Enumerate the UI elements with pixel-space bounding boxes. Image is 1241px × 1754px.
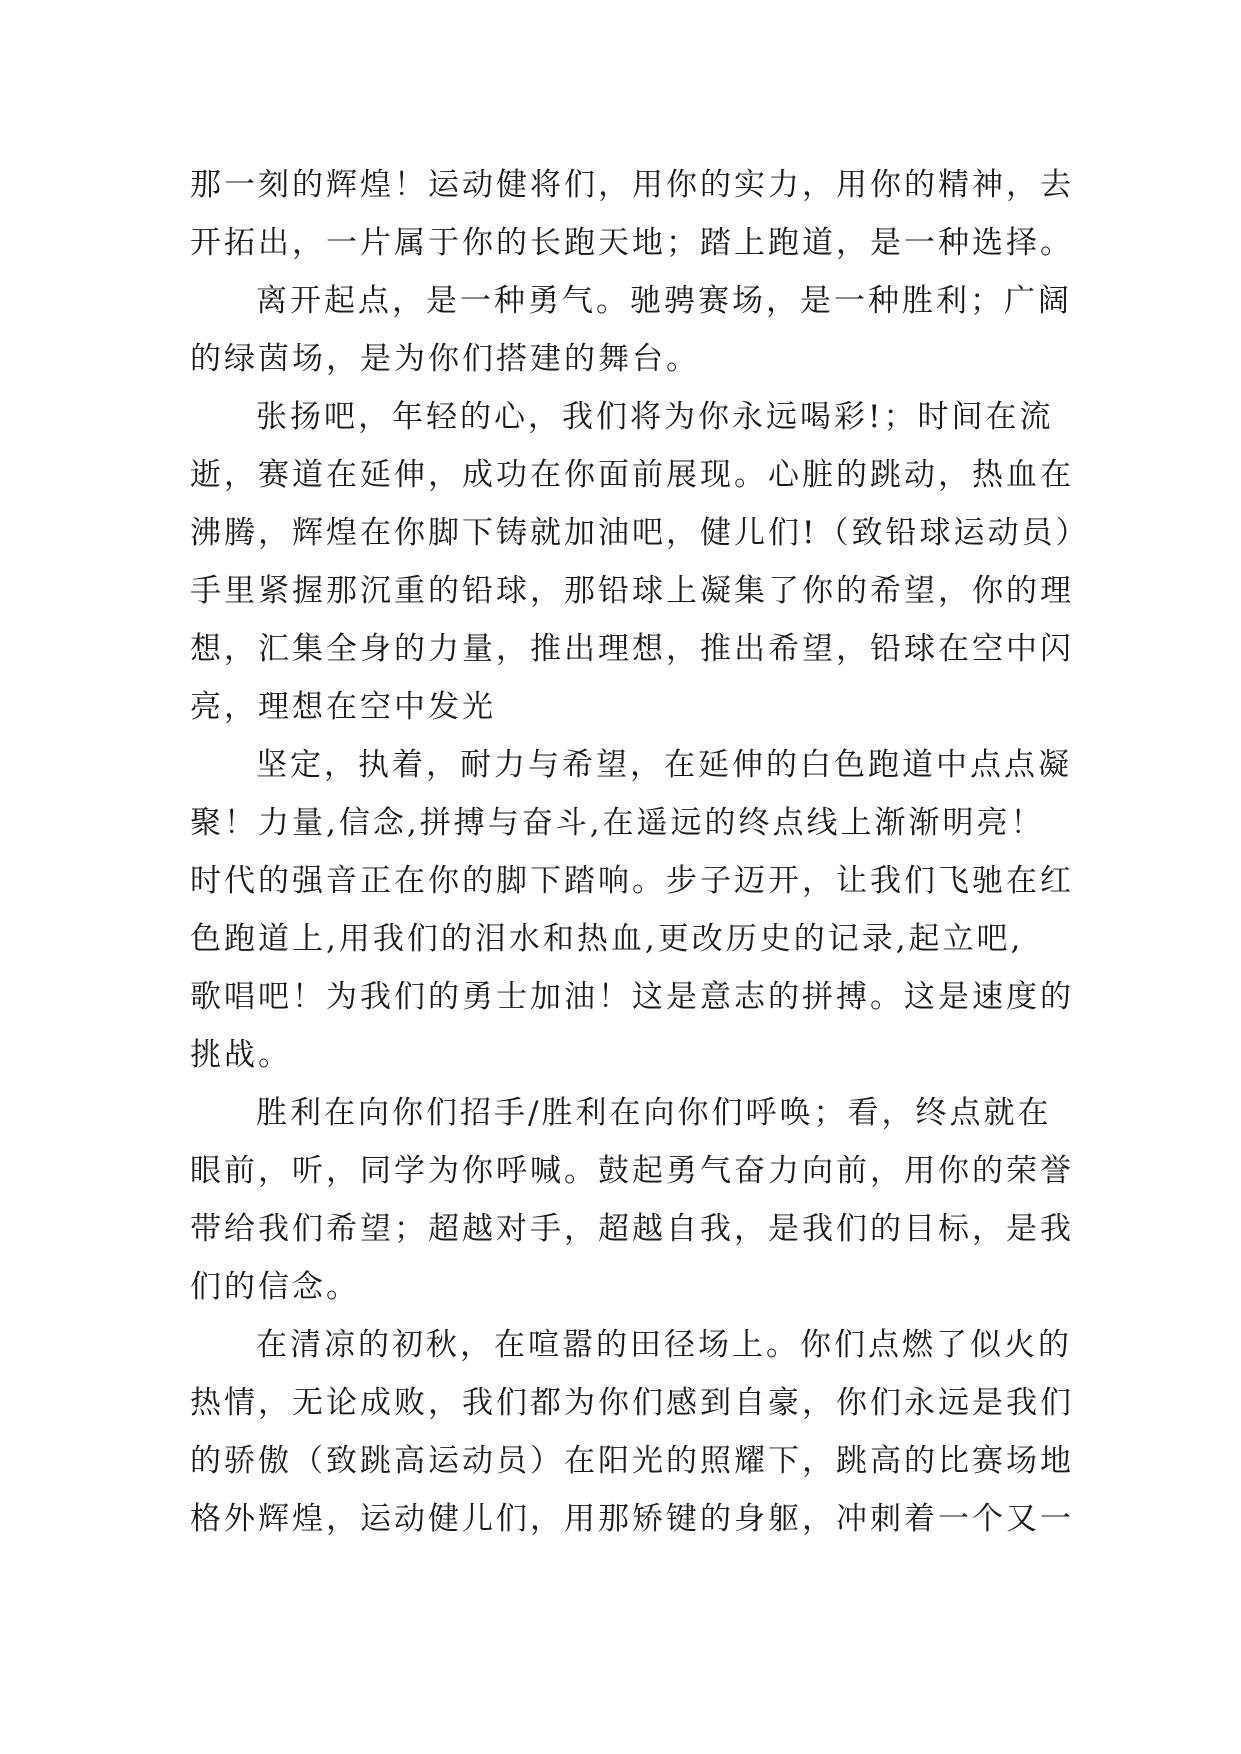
text-line: 挑战。 xyxy=(190,1037,292,1073)
text-line: 色跑道上,用我们的泪水和热血,更改历史的记录,起立吧, xyxy=(190,921,1024,957)
text-line: 聚！力量,信念,拼搏与奋斗,在遥远的终点线上渐渐明亮！ xyxy=(190,805,1045,841)
document-body xyxy=(190,156,1090,1548)
text-line: 歌唱吧！为我们的勇士加油！这是意志的拼搏。这是速度的 xyxy=(190,979,1074,1015)
text-line: 手里紧握那沉重的铅球，那铅球上凝集了你的希望，你的理 xyxy=(190,573,1074,609)
text-line: 格外辉煌，运动健儿们，用那矫键的身躯，冲刺着一个又一 xyxy=(190,1501,1074,1537)
text-line: 开拓出，一片属于你的长跑天地；踏上跑道，是一种选择。 xyxy=(190,225,1074,261)
text-line: 坚定，执着，耐力与希望，在延伸的白色跑道中点点凝 xyxy=(256,747,1072,783)
text-line: 亮，理想在空中发光 xyxy=(190,689,496,725)
text-line: 离开起点，是一种勇气。驰骋赛场，是一种胜利；广阔 xyxy=(256,283,1072,319)
text-line: 沸腾，辉煌在你脚下铸就加油吧，健儿们!（致铅球运动员） xyxy=(190,515,1090,551)
text-line: 的绿茵场，是为你们搭建的舞台。 xyxy=(190,341,700,377)
text-line: 在清凉的初秋，在喧嚣的田径场上。你们点燃了似火的 xyxy=(256,1327,1072,1363)
text-line: 带给我们希望；超越对手，超越自我，是我们的目标，是我 xyxy=(190,1211,1074,1247)
text-line: 逝，赛道在延伸，成功在你面前展现。心脏的跳动，热血在 xyxy=(190,457,1074,493)
text-line: 的骄傲（致跳高运动员）在阳光的照耀下，跳高的比赛场地 xyxy=(190,1443,1074,1479)
text-line: 想，汇集全身的力量，推出理想，推出希望，铅球在空中闪 xyxy=(190,631,1074,667)
text-line: 那一刻的辉煌！运动健将们，用你的实力，用你的精神，去 xyxy=(190,167,1074,203)
text-line: 眼前，听，同学为你呼喊。鼓起勇气奋力向前，用你的荣誉 xyxy=(190,1153,1074,1189)
text-line: 们的信念。 xyxy=(190,1269,360,1305)
text-line: 热情，无论成败，我们都为你们感到自豪，你们永远是我们 xyxy=(190,1385,1074,1421)
text-line: 胜利在向你们招手/胜利在向你们呼唤；看，终点就在 xyxy=(256,1095,1052,1131)
text-line: 时代的强音正在你的脚下踏响。步子迈开，让我们飞驰在红 xyxy=(190,863,1074,899)
text-line: 张扬吧，年轻的心，我们将为你永远喝彩!；时间在流 xyxy=(256,399,1054,435)
